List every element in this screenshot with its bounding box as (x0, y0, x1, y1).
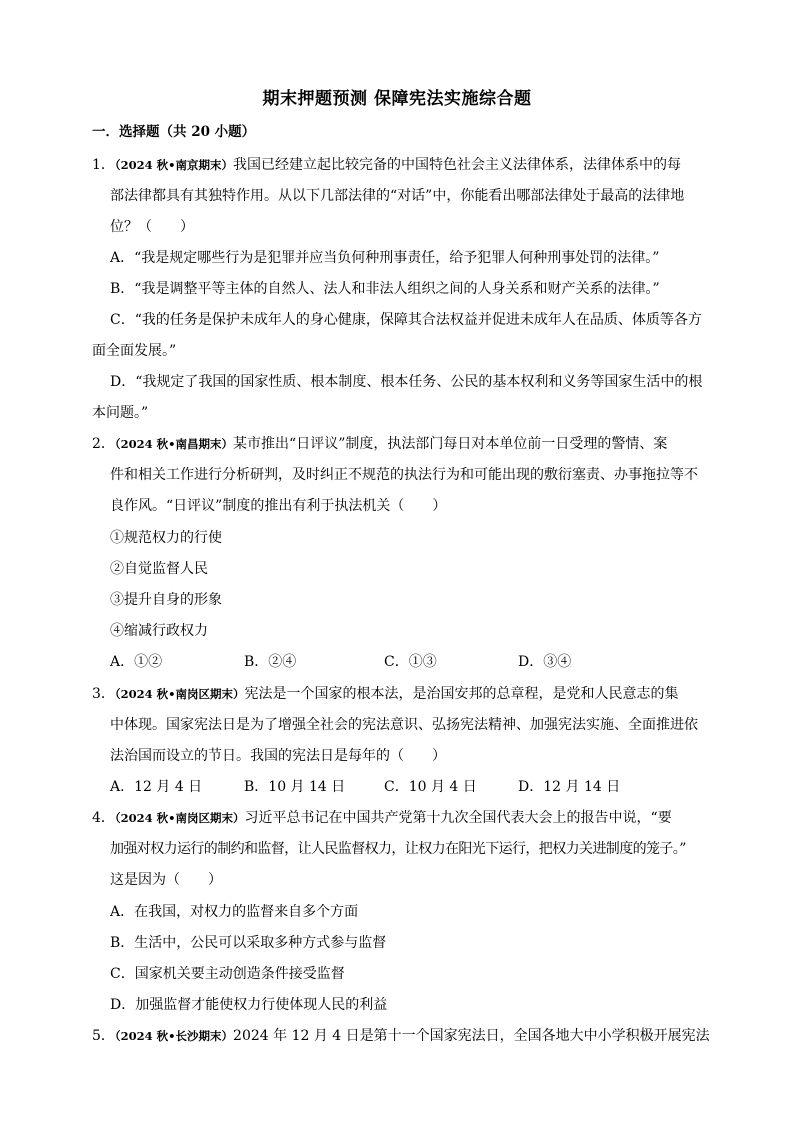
question-1-option-a: A．“我是规定哪些行为是犯罪并应当负何种刑事责任，给予犯罪人何种刑事处罚的法律。” (110, 250, 660, 266)
question-source: （2024 秋•南昌期末） (114, 437, 234, 451)
question-2-statement-4: ④缩减行政权力 (110, 623, 208, 639)
question-1-option-c: C．“我的任务是保护未成年人的身心健康，保障其合法权益并促进未成年人在品质、体质等各方 (110, 312, 702, 328)
question-1-line-3: 位？（ ） (110, 219, 194, 235)
question-number: 1． (92, 157, 115, 173)
option-c: C．10 月 4 日 (384, 779, 477, 795)
question-source: （2024 秋•南岗区期末） (114, 811, 245, 825)
question-text: 宪法是一个国家的根本法，是治国安邦的总章程，是党和人民意志的集 (244, 686, 679, 702)
question-4-line-1 (92, 808, 672, 828)
question-4-option-c: C．国家机关要主动创造条件接受监督 (110, 966, 345, 982)
question-4-line-3: 这是因为（ ） (110, 872, 222, 888)
page-title: 期末押题预测 保障宪法实施综合题 (262, 89, 532, 109)
question-2-statement-3: ③提升自身的形象 (110, 592, 222, 608)
question-2-statement-2: ②自觉监督人民 (110, 561, 208, 577)
option-d: D．12 月 14 日 (518, 779, 621, 795)
question-3-line-1 (92, 684, 679, 704)
question-number: 3． (92, 686, 115, 702)
question-5-line-1 (92, 1026, 710, 1046)
option-a: A．①② (110, 654, 163, 670)
question-text: 习近平总书记在中国共产党第十九次全国代表大会上的报告中说，“要 (244, 810, 672, 826)
option-d: D．③④ (518, 654, 572, 670)
question-2-line-2: 件和相关工作进行分析研判，及时纠正不规范的执法行为和可能出现的敷衍塞责、办事拖拉等不 (110, 467, 698, 483)
section-heading: 一．选择题（共 20 小题） (92, 124, 256, 140)
question-1-line-1 (92, 155, 681, 175)
option-b: B．10 月 14 日 (244, 779, 346, 795)
question-2-line-3: 良作风。“日评议”制度的推出有利于执法机关（ ） (110, 498, 447, 514)
question-text: 某市推出“日评议”制度，执法部门每日对本单位前一日受理的警情、案 (233, 436, 668, 452)
question-1-line-2: 部法律都具有其独特作用。从以下几部法律的“对话”中，你能看出哪部法律处于最高的法律地 (110, 188, 685, 204)
question-4-option-b: B．生活中，公民可以采取多种方式参与监督 (110, 935, 387, 951)
question-1-option-c-cont: 面全面发展。” (92, 343, 177, 359)
question-4-option-d: D．加强监督才能使权力行使体现人民的利益 (110, 997, 388, 1013)
question-source: （2024 秋•南岗区期末） (114, 687, 245, 701)
question-4-option-a: A．在我国，对权力的监督来自多个方面 (110, 904, 359, 920)
question-3-line-3: 法治国而设立的节日。我国的宪法日是每年的（ ） (110, 748, 446, 764)
option-a: A．12 月 4 日 (110, 779, 203, 795)
question-number: 5． (92, 1028, 115, 1044)
question-source: （2024 秋•长沙期末） (114, 1029, 234, 1043)
question-source: （2024 秋•南京期末） (114, 158, 234, 172)
question-text: 2024 年 12 月 4 日是第十一个国家宪法日，全国各地大中小学积极开展宪法 (233, 1028, 710, 1044)
question-1-option-d: D．“我规定了我国的国家性质、根本制度、根本任务、公民的基本权利和义务等国家生活中的根 (110, 374, 703, 390)
option-c: C．①③ (384, 654, 437, 670)
question-2-statement-1: ①规范权力的行使 (110, 530, 222, 546)
question-2-line-1 (92, 434, 667, 454)
question-number: 2． (92, 436, 115, 452)
question-1-option-d-cont: 本问题。” (92, 405, 149, 421)
question-number: 4． (92, 810, 115, 826)
question-1-option-b: B．“我是调整平等主体的自然人、法人和非法人组织之间的人身关系和财产关系的法律。” (110, 281, 660, 297)
option-b: B．②④ (244, 654, 297, 670)
question-3-line-2: 中体现。国家宪法日是为了增强全社会的宪法意识、弘扬宪法精神、加强宪法实施、全面推进依 (110, 717, 698, 733)
question-text: 我国已经建立起比较完备的中国特色社会主义法律体系，法律体系中的每 (233, 157, 682, 173)
question-4-line-2: 加强对权力运行的制约和监督，让人民监督权力，让权力在阳光下运行，把权力关进制度的笼子。” (110, 841, 686, 857)
